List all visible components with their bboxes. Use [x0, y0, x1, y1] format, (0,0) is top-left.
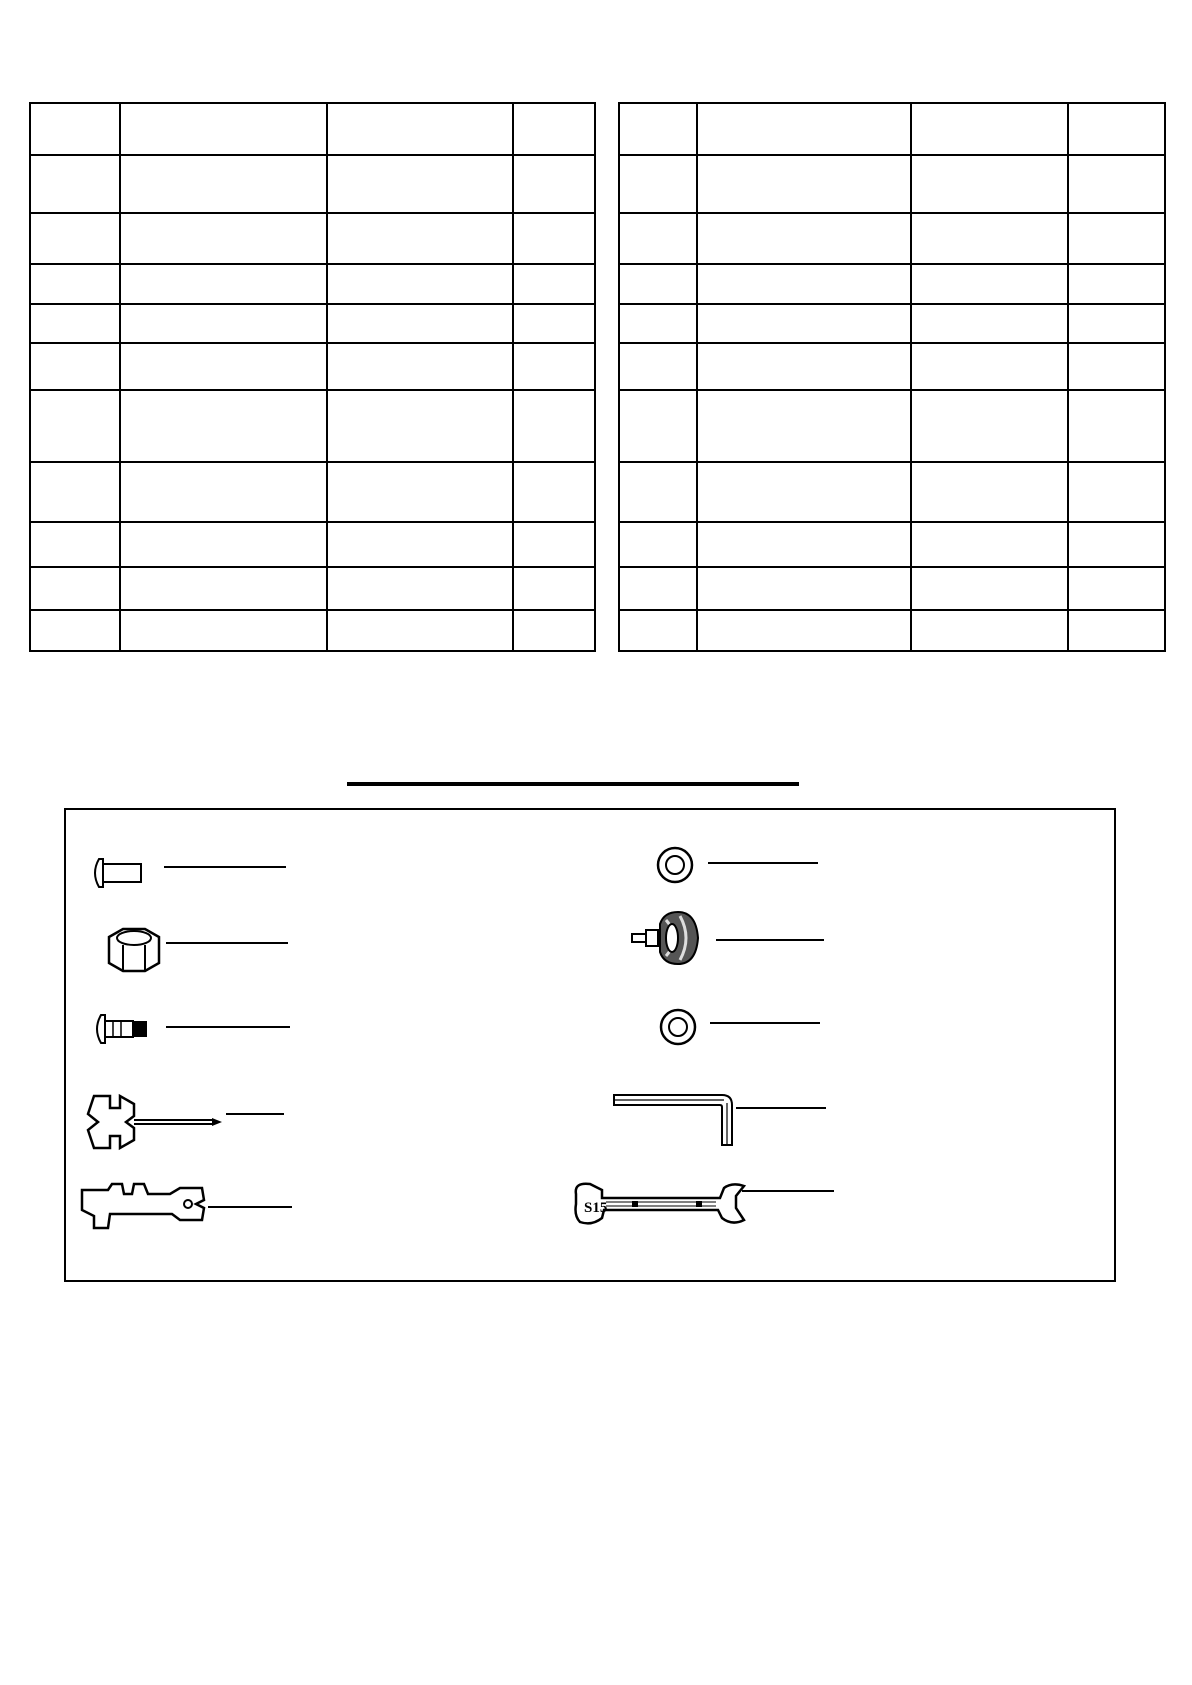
- multi-tool-screwdriver-icon: [84, 1090, 226, 1154]
- small-washer-icon: [658, 1007, 698, 1047]
- table-row: [619, 213, 1165, 264]
- table-cell: [327, 264, 513, 304]
- leader-line-7: [226, 1113, 284, 1115]
- table-cell: [619, 264, 697, 304]
- parts-table-left: [29, 102, 596, 652]
- table-cell: [120, 390, 327, 462]
- parts-table-right-body: [619, 103, 1165, 651]
- leader-line-1: [164, 866, 286, 868]
- table-cell: [1068, 343, 1165, 390]
- knob-icon: [628, 908, 702, 968]
- parts-table-left-body: [30, 103, 595, 651]
- table-cell: [697, 155, 911, 213]
- table-cell: [513, 610, 595, 651]
- table-cell: [513, 522, 595, 567]
- table-row: [619, 103, 1165, 155]
- table-row: [30, 390, 595, 462]
- table-row: [30, 567, 595, 610]
- table-cell: [911, 390, 1068, 462]
- table-cell: [30, 155, 120, 213]
- table-cell: [30, 343, 120, 390]
- table-cell: [911, 567, 1068, 610]
- table-cell: [1068, 610, 1165, 651]
- table-cell: [513, 390, 595, 462]
- table-cell: [1068, 213, 1165, 264]
- table-cell: [513, 462, 595, 522]
- table-row: [619, 343, 1165, 390]
- table-cell: [327, 304, 513, 343]
- open-end-wrench-icon: [572, 1180, 748, 1228]
- table-cell: [120, 103, 327, 155]
- leader-line-6: [710, 1022, 820, 1024]
- table-row: [30, 304, 595, 343]
- table-cell: [619, 304, 697, 343]
- table-cell: [697, 343, 911, 390]
- table-cell: [697, 103, 911, 155]
- leader-line-2: [708, 862, 818, 864]
- wrench-marking: S15: [584, 1200, 608, 1216]
- table-cell: [30, 522, 120, 567]
- table-cell: [30, 304, 120, 343]
- table-row: [619, 155, 1165, 213]
- table-cell: [911, 213, 1068, 264]
- table-cell: [1068, 522, 1165, 567]
- table-cell: [327, 462, 513, 522]
- table-cell: [327, 567, 513, 610]
- table-row: [619, 462, 1165, 522]
- table-cell: [120, 522, 327, 567]
- table-cell: [911, 343, 1068, 390]
- table-cell: [120, 264, 327, 304]
- table-cell: [513, 103, 595, 155]
- table-cell: [1068, 390, 1165, 462]
- table-cell: [120, 155, 327, 213]
- table-cell: [911, 103, 1068, 155]
- leader-line-4: [716, 939, 824, 941]
- table-cell: [120, 304, 327, 343]
- table-cell: [30, 264, 120, 304]
- table-cell: [327, 610, 513, 651]
- leader-line-9: [208, 1206, 292, 1208]
- table-cell: [513, 213, 595, 264]
- table-row: [619, 390, 1165, 462]
- hex-nut-icon: [101, 927, 167, 975]
- table-cell: [619, 567, 697, 610]
- hardware-title-underline: [347, 782, 799, 786]
- table-cell: [30, 610, 120, 651]
- table-row: [30, 343, 595, 390]
- leader-line-5: [166, 1026, 290, 1028]
- table-cell: [513, 155, 595, 213]
- table-cell: [911, 610, 1068, 651]
- table-cell: [1068, 304, 1165, 343]
- table-row: [619, 522, 1165, 567]
- parts-table-right: [618, 102, 1166, 652]
- table-cell: [30, 213, 120, 264]
- table-cell: [513, 264, 595, 304]
- table-row: [619, 610, 1165, 651]
- dome-head-bolt-icon: [91, 855, 151, 891]
- table-cell: [697, 264, 911, 304]
- table-cell: [697, 462, 911, 522]
- spanner-icon: [80, 1180, 210, 1236]
- table-cell: [327, 343, 513, 390]
- table-row: [30, 155, 595, 213]
- table-row: [30, 103, 595, 155]
- table-cell: [697, 522, 911, 567]
- table-cell: [911, 155, 1068, 213]
- table-cell: [619, 462, 697, 522]
- table-cell: [1068, 155, 1165, 213]
- table-cell: [120, 462, 327, 522]
- table-cell: [619, 343, 697, 390]
- table-cell: [30, 462, 120, 522]
- table-cell: [619, 522, 697, 567]
- table-cell: [513, 304, 595, 343]
- leader-line-3: [166, 942, 288, 944]
- table-cell: [327, 390, 513, 462]
- table-cell: [619, 390, 697, 462]
- leader-line-8: [736, 1107, 826, 1109]
- table-cell: [120, 213, 327, 264]
- table-row: [30, 522, 595, 567]
- table-cell: [1068, 462, 1165, 522]
- table-cell: [697, 390, 911, 462]
- table-cell: [911, 522, 1068, 567]
- table-cell: [697, 213, 911, 264]
- table-cell: [619, 103, 697, 155]
- table-row: [30, 264, 595, 304]
- table-cell: [30, 567, 120, 610]
- table-cell: [513, 343, 595, 390]
- table-cell: [911, 264, 1068, 304]
- table-cell: [120, 567, 327, 610]
- table-row: [619, 264, 1165, 304]
- table-cell: [619, 155, 697, 213]
- leader-line-10: [742, 1190, 834, 1192]
- table-cell: [1068, 567, 1165, 610]
- table-cell: [1068, 103, 1165, 155]
- table-cell: [911, 462, 1068, 522]
- table-cell: [697, 304, 911, 343]
- table-cell: [327, 522, 513, 567]
- table-cell: [697, 567, 911, 610]
- table-cell: [619, 610, 697, 651]
- table-cell: [120, 343, 327, 390]
- table-row: [30, 610, 595, 651]
- table-cell: [327, 103, 513, 155]
- table-cell: [619, 213, 697, 264]
- table-cell: [697, 610, 911, 651]
- table-cell: [911, 304, 1068, 343]
- table-cell: [327, 213, 513, 264]
- table-row: [619, 567, 1165, 610]
- table-row: [619, 304, 1165, 343]
- flat-washer-icon: [655, 845, 695, 885]
- table-row: [30, 213, 595, 264]
- table-cell: [30, 390, 120, 462]
- table-cell: [1068, 264, 1165, 304]
- table-row: [30, 462, 595, 522]
- table-cell: [30, 103, 120, 155]
- threaded-bolt-icon: [93, 1011, 155, 1047]
- table-cell: [120, 610, 327, 651]
- table-cell: [327, 155, 513, 213]
- allen-key-icon: [612, 1093, 738, 1149]
- table-cell: [513, 567, 595, 610]
